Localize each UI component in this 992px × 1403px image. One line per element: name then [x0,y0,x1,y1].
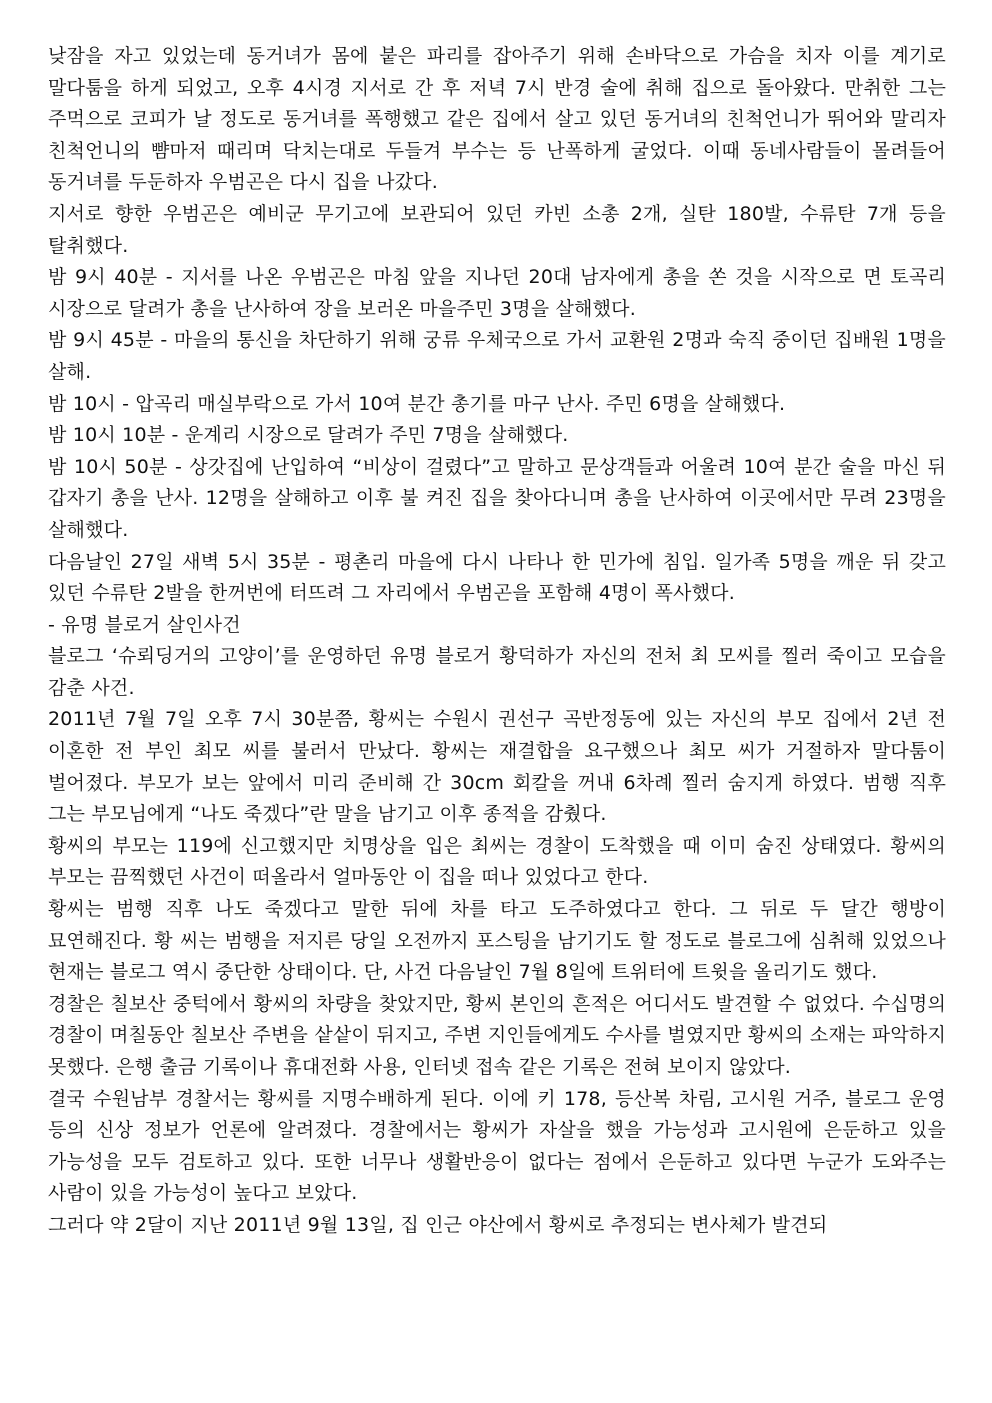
paragraph: 황씨는 범행 직후 나도 죽겠다고 말한 뒤에 차를 타고 도주하였다고 한다. 그 뒤로 두 달간 행방이 묘연해진다. 황 씨는 범행을 저지른 당일 오전까지 포스팅을 남기기도 할 정도로 블로그에 심취해 있었으나 현재는 블로그 역시 중단한 상태이다. 단, 사건 다음날인 7월 8일에 트위터에 트윗을 올리기도 했다. [48,898,946,984]
paragraph: 밤 10시 50분 - 상갓집에 난입하여 “비상이 걸렸다”고 말하고 문상객들과 어울려 10여 분간 술을 마신 뒤 갑자기 총을 난사. 12명을 살해하고 이후 불 켜진 집을 찾아다니며 총을 난사하여 이곳에서만 무려 23명을 살해했다. [48,455,946,541]
paragraph: 다음날인 27일 새벽 5시 35분 - 평촌리 마을에 다시 나타나 한 민가에 침입. 일가족 5명을 깨운 뒤 갖고 있던 수류탄 2발을 한꺼번에 터뜨려 그 자리에서 우범곤을 포함해 4명이 폭사했다. [48,550,946,605]
paragraph: 황씨의 부모는 119에 신고했지만 치명상을 입은 최씨는 경찰이 도착했을 때 이미 숨진 상태였다. 황씨의 부모는 끔찍했던 사건이 떠올라서 얼마동안 이 집을 떠나 있었다고 한다. [48,834,946,889]
paragraph: 낮잠을 자고 있었는데 동거녀가 몸에 붙은 파리를 잡아주기 위해 손바닥으로 가슴을 치자 이를 계기로 말다툼을 하게 되었고, 오후 4시경 지서로 간 후 저녁 7시 반경 술에 취해 집으로 돌아왔다. 만취한 그는 주먹으로 코피가 날 정도로 동거녀를 폭행했고 같은 집에서 살고 있던 동거녀의 친척언니가 뛰어와 말리자 친척언니의 뺨마저 때리며 닥치는대로 두들겨 부수는 등 난폭하게 굴었다. 이때 동네사람들이 몰려들어 동거녀를 두둔하자 우범곤은 다시 집을 나갔다. [48,45,946,194]
paragraph: 밤 9시 40분 - 지서를 나온 우범곤은 마침 앞을 지나던 20대 남자에게 총을 쏜 것을 시작으로 면 토곡리 시장으로 달려가 총을 난사하여 장을 보러온 마을주민 3명을 살해했다. [48,266,946,320]
paragraph: 그러다 약 2달이 지난 2011년 9월 13일, 집 인근 야산에서 황씨로 추정되는 변사체가 발견되 [48,1213,828,1236]
paragraph: 밤 10시 - 압곡리 매실부락으로 가서 10여 분간 총기를 마구 난사. 주민 6명을 살해했다. [48,392,786,415]
document-body [48,41,946,1242]
paragraph: 블로그 ‘슈뢰딩거의 고양이’를 운영하던 유명 블로거 황덕하가 자신의 전처 최 모씨를 찔러 죽이고 모습을 감춘 사건. [48,645,946,699]
paragraph: 지서로 향한 우범곤은 예비군 무기고에 보관되어 있던 카빈 소총 2개, 실탄 180발, 수류탄 7개 등을 탈취했다. [48,202,946,257]
paragraph: 결국 수원남부 경찰서는 황씨를 지명수배하게 된다. 이에 키 178, 등산복 차림, 고시원 거주, 블로그 운영 등의 신상 정보가 언론에 알려졌다. 경찰에서는 황씨가 자살을 했을 가능성과 고시원에 은둔하고 있을 가능성을 모두 검토하고 있다. 또한 너무나 생활반응이 없다는 점에서 은둔하고 있다면 누군가 도와주는 사람이 있을 가능성이 높다고 보았다. [48,1087,946,1205]
paragraph: 경찰은 칠보산 중턱에서 황씨의 차량을 찾았지만, 황씨 본인의 흔적은 어디서도 발견할 수 없었다. 수십명의 경찰이 며칠동안 칠보산 주변을 샅샅이 뒤지고, 주변 지인들에게도 수사를 벌였지만 황씨의 소재는 파악하지 못했다. 은행 출금 기록이나 휴대전화 사용, 인터넷 접속 같은 기록은 전혀 보이지 않았다. [48,992,946,1078]
paragraph: 밤 10시 10분 - 운계리 시장으로 달려가 주민 7명을 살해했다. [48,424,569,447]
paragraph: 2011년 7월 7일 오후 7시 30분쯤, 황씨는 수원시 권선구 곡반정동에 있는 자신의 부모 집에서 2년 전 이혼한 전 부인 최모 씨를 불러서 만났다. 황씨는 재결합을 요구했으나 최모 씨가 거절하자 말다툼이 벌어졌다. 부모가 보는 앞에서 미리 준비해 간 30cm 회칼을 꺼내 6차례 찔러 숨지게 하였다. 범행 직후 그는 부모님에게 “나도 죽겠다”란 말을 남기고 이후 종적을 감췄다. [48,708,946,826]
paragraph: 밤 9시 45분 - 마을의 통신을 차단하기 위해 궁류 우체국으로 가서 교환원 2명과 숙직 중이던 집배원 1명을 살해. [48,329,946,383]
section-heading: - 유명 블로거 살인사건 [48,613,241,636]
